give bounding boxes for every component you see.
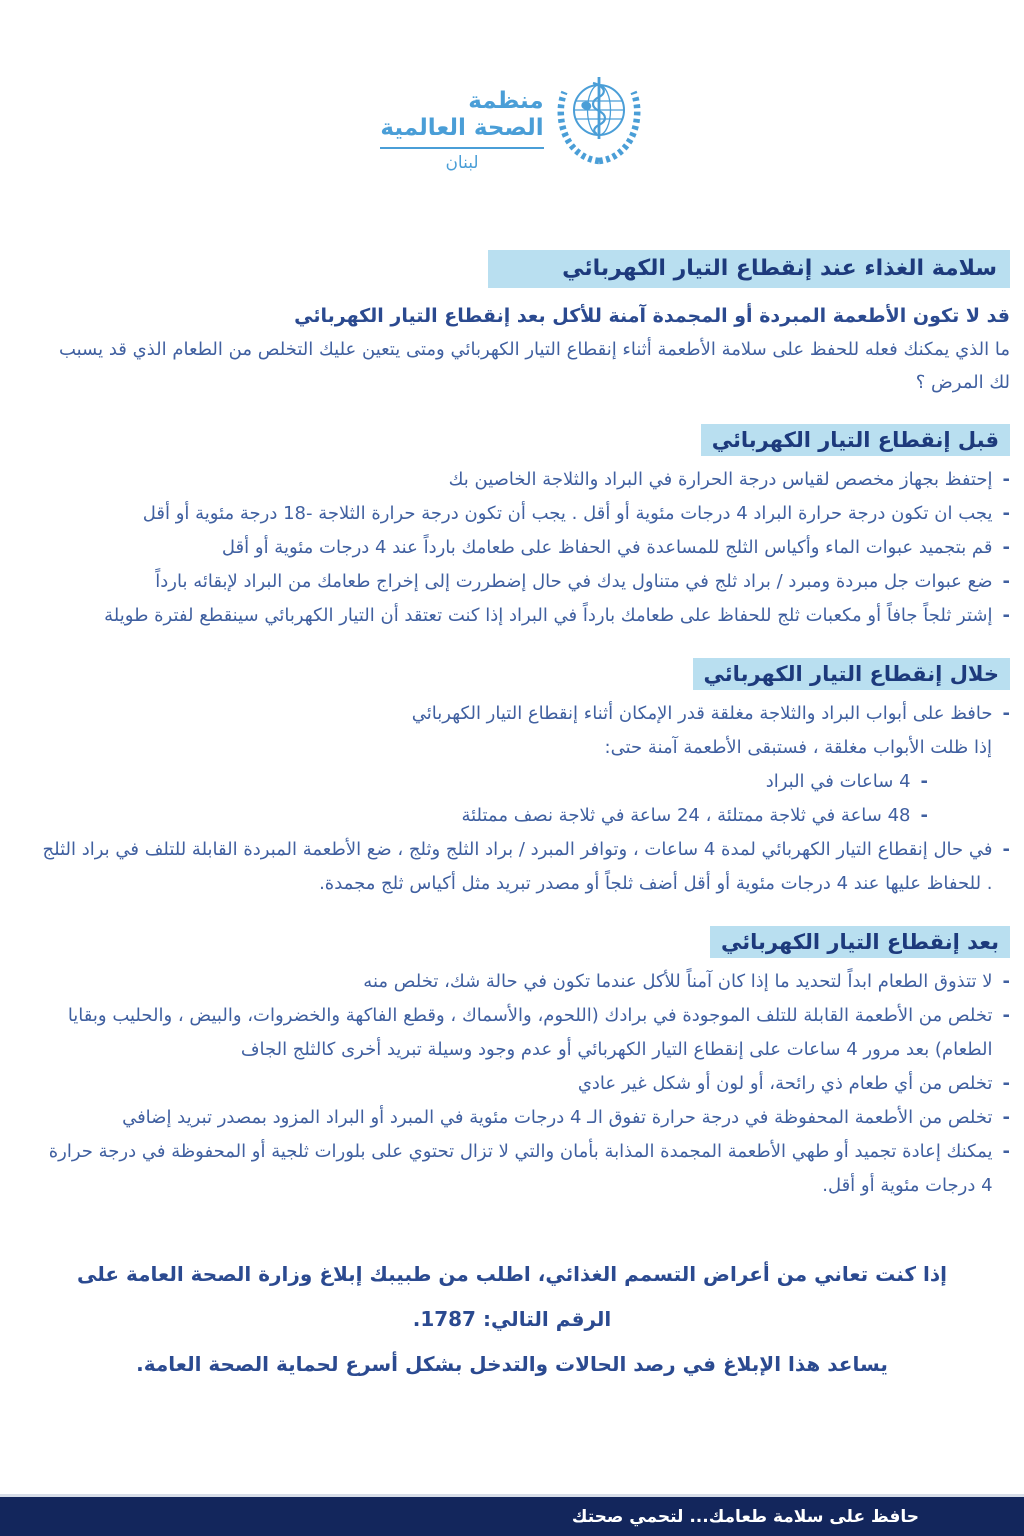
dash-marker: - <box>1002 703 1010 724</box>
dash-marker: - <box>1002 469 1010 490</box>
dash-marker: - <box>1002 971 1010 992</box>
country-label: لبنان <box>445 153 479 173</box>
item-text: يمكنك إعادة تجميد أو طهي الأطعمة المجمدة المذابة بأمان والتي لا تزال تحتوي على بلورات ثلجية أو المحفوظة في درجة حرارة 4 درجات مئوية أو أقل. <box>48 1141 993 1196</box>
dash-marker: - <box>1002 839 1010 860</box>
report-notice <box>0 1252 1024 1387</box>
bullet-item <box>40 833 1010 901</box>
item-text: إحتفظ بجهاز مخصص لقياس درجة الحرارة في البراد والثلاجة الخاصين بك <box>448 469 993 490</box>
section-items <box>40 965 1010 1203</box>
section-before-outage <box>40 424 1010 633</box>
section-heading: بعد إنقطاع التيار الكهربائي <box>710 926 1010 958</box>
org-name-line2: الصحة العالمية <box>380 114 543 149</box>
item-text: تخلص من الأطعمة القابلة للتلف الموجودة في برادك (اللحوم، والأسماك ، وقطع الفاكهة والخضروات، والبيض ، والحليب وبقايا الطعام) بعد مرور 4 ساعات على إنقطاع التيار الكهربائي أو عدم وجود وسيلة تبريد أخرى كالثلج الجاف <box>67 1005 993 1060</box>
dash-marker: - <box>1002 605 1010 626</box>
dash-marker: - <box>1002 1005 1010 1026</box>
dash-marker: - <box>920 805 928 826</box>
who-logo-text <box>380 88 543 173</box>
page-title: سلامة الغذاء عند إنقطاع التيار الكهربائي <box>488 250 1010 288</box>
item-text: في حال إنقطاع التيار الكهربائي لمدة 4 ساعات ، وتوافر المبرد / براد الثلج وثلج ، ضع الأطعمة المبردة القابلة للتلف في براد الثلج . للحفاظ عليها عند 4 درجات مئوية أو أقل أضف ثلجاً أو مصدر تبريد مثل أكياس ثلج مجمدة. <box>42 839 993 894</box>
section-items <box>40 697 1010 901</box>
report-line1: إذا كنت تعاني من أعراض التسمم الغذائي، اطلب من طبيبك إبلاغ وزارة الصحة العامة على الرقم التالي: 1787. <box>77 1262 947 1331</box>
bullet-item <box>40 1067 1010 1101</box>
dash-marker: - <box>1002 571 1010 592</box>
dash-marker: - <box>1002 1073 1010 1094</box>
bullet-item <box>40 965 1010 999</box>
section-heading: قبل إنقطاع التيار الكهربائي <box>701 424 1010 456</box>
item-text: 48 ساعة في ثلاجة ممتلئة ، 24 ساعة في ثلاجة نصف ممتلئة <box>461 805 911 826</box>
item-text: إشتر ثلجاً جافاً أو مكعبات ثلج للحفاظ على طعامك بارداً في البراد إذا كنت تعتقد أن التيار الكهربائي سينقطع لفترة طويلة <box>104 605 993 626</box>
item-text: يجب ان تكون درجة حرارة البراد 4 درجات مئوية أو أقل . يجب أن تكون درجة حرارة الثلاجة -18 درجة مئوية أو أقل <box>142 503 993 524</box>
bullet-item <box>40 765 1010 799</box>
who-logo <box>0 72 1024 173</box>
bullet-item <box>40 999 1010 1067</box>
who-emblem-icon <box>554 72 644 170</box>
paragraph <box>40 731 1010 765</box>
section-heading: خلال إنقطاع التيار الكهربائي <box>693 658 1010 690</box>
item-text: لا تتذوق الطعام ابداً لتحديد ما إذا كان آمناً للأكل عندما تكون في حالة شك، تخلص منه <box>363 971 993 992</box>
section-items <box>40 463 1010 633</box>
item-text: إذا ظلت الأبواب مغلقة ، فستبقى الأطعمة آمنة حتى: <box>604 737 992 758</box>
bullet-item <box>40 697 1010 731</box>
bullet-item <box>40 1135 1010 1203</box>
dash-marker: - <box>920 771 928 792</box>
bullet-item <box>40 463 1010 497</box>
report-line2: يساعد هذا الإبلاغ في رصد الحالات والتدخل بشكل أسرع لحماية الصحة العامة. <box>136 1352 888 1376</box>
bullet-item <box>40 565 1010 599</box>
intro-bold-text: قد لا تكون الأطعمة المبردة أو المجمدة آمنة للأكل بعد إنقطاع التيار الكهربائي <box>294 305 1010 327</box>
item-text: قم بتجميد عبوات الماء وأكياس الثلج للمساعدة في الحفاظ على طعامك بارداً عند 4 درجات مئوية أو أقل <box>221 537 993 558</box>
bullet-item <box>40 497 1010 531</box>
bullet-item <box>40 1101 1010 1135</box>
section-after-outage <box>40 926 1010 1203</box>
dash-marker: - <box>1002 537 1010 558</box>
item-text: حافظ على أبواب البراد والثلاجة مغلقة قدر الإمكان أثناء إنقطاع التيار الكهربائي <box>411 703 993 724</box>
footer-slogan: حافظ على سلامة طعامك... لتحمي صحتك <box>571 1506 919 1527</box>
bullet-item <box>40 599 1010 633</box>
item-text: تخلص من الأطعمة المحفوظة في درجة حرارة تفوق الـ 4 درجات مئوية في المبرد أو البراد المزود بمصدر تبريد إضافي <box>122 1107 993 1128</box>
sections <box>40 424 1010 1203</box>
bullet-item <box>40 799 1010 833</box>
intro-question: ما الذي يمكنك فعله للحفظ على سلامة الأطعمة أثناء إنقطاع التيار الكهربائي ومتى يتعين عليك التخلص من الطعام الذي قد يسبب لك المرض ؟ <box>58 339 1010 393</box>
dash-marker: - <box>1002 1107 1010 1128</box>
bullet-item <box>40 531 1010 565</box>
item-text: 4 ساعات في البراد <box>765 771 911 792</box>
dash-marker: - <box>1002 503 1010 524</box>
dash-marker: - <box>1002 1141 1010 1162</box>
item-text: تخلص من أي طعام ذي رائحة، أو لون أو شكل غير عادي <box>577 1073 993 1094</box>
item-text: ضع عبوات جل مبردة ومبرد / براد ثلج في متناول يدك في حال إضطررت إلى إخراج طعامك من البراد لإبقائه بارداً <box>155 571 993 592</box>
org-name-line1: منظمة <box>468 88 544 114</box>
content <box>40 250 1010 1203</box>
section-during-outage <box>40 658 1010 901</box>
footer-bar <box>0 1494 1024 1536</box>
